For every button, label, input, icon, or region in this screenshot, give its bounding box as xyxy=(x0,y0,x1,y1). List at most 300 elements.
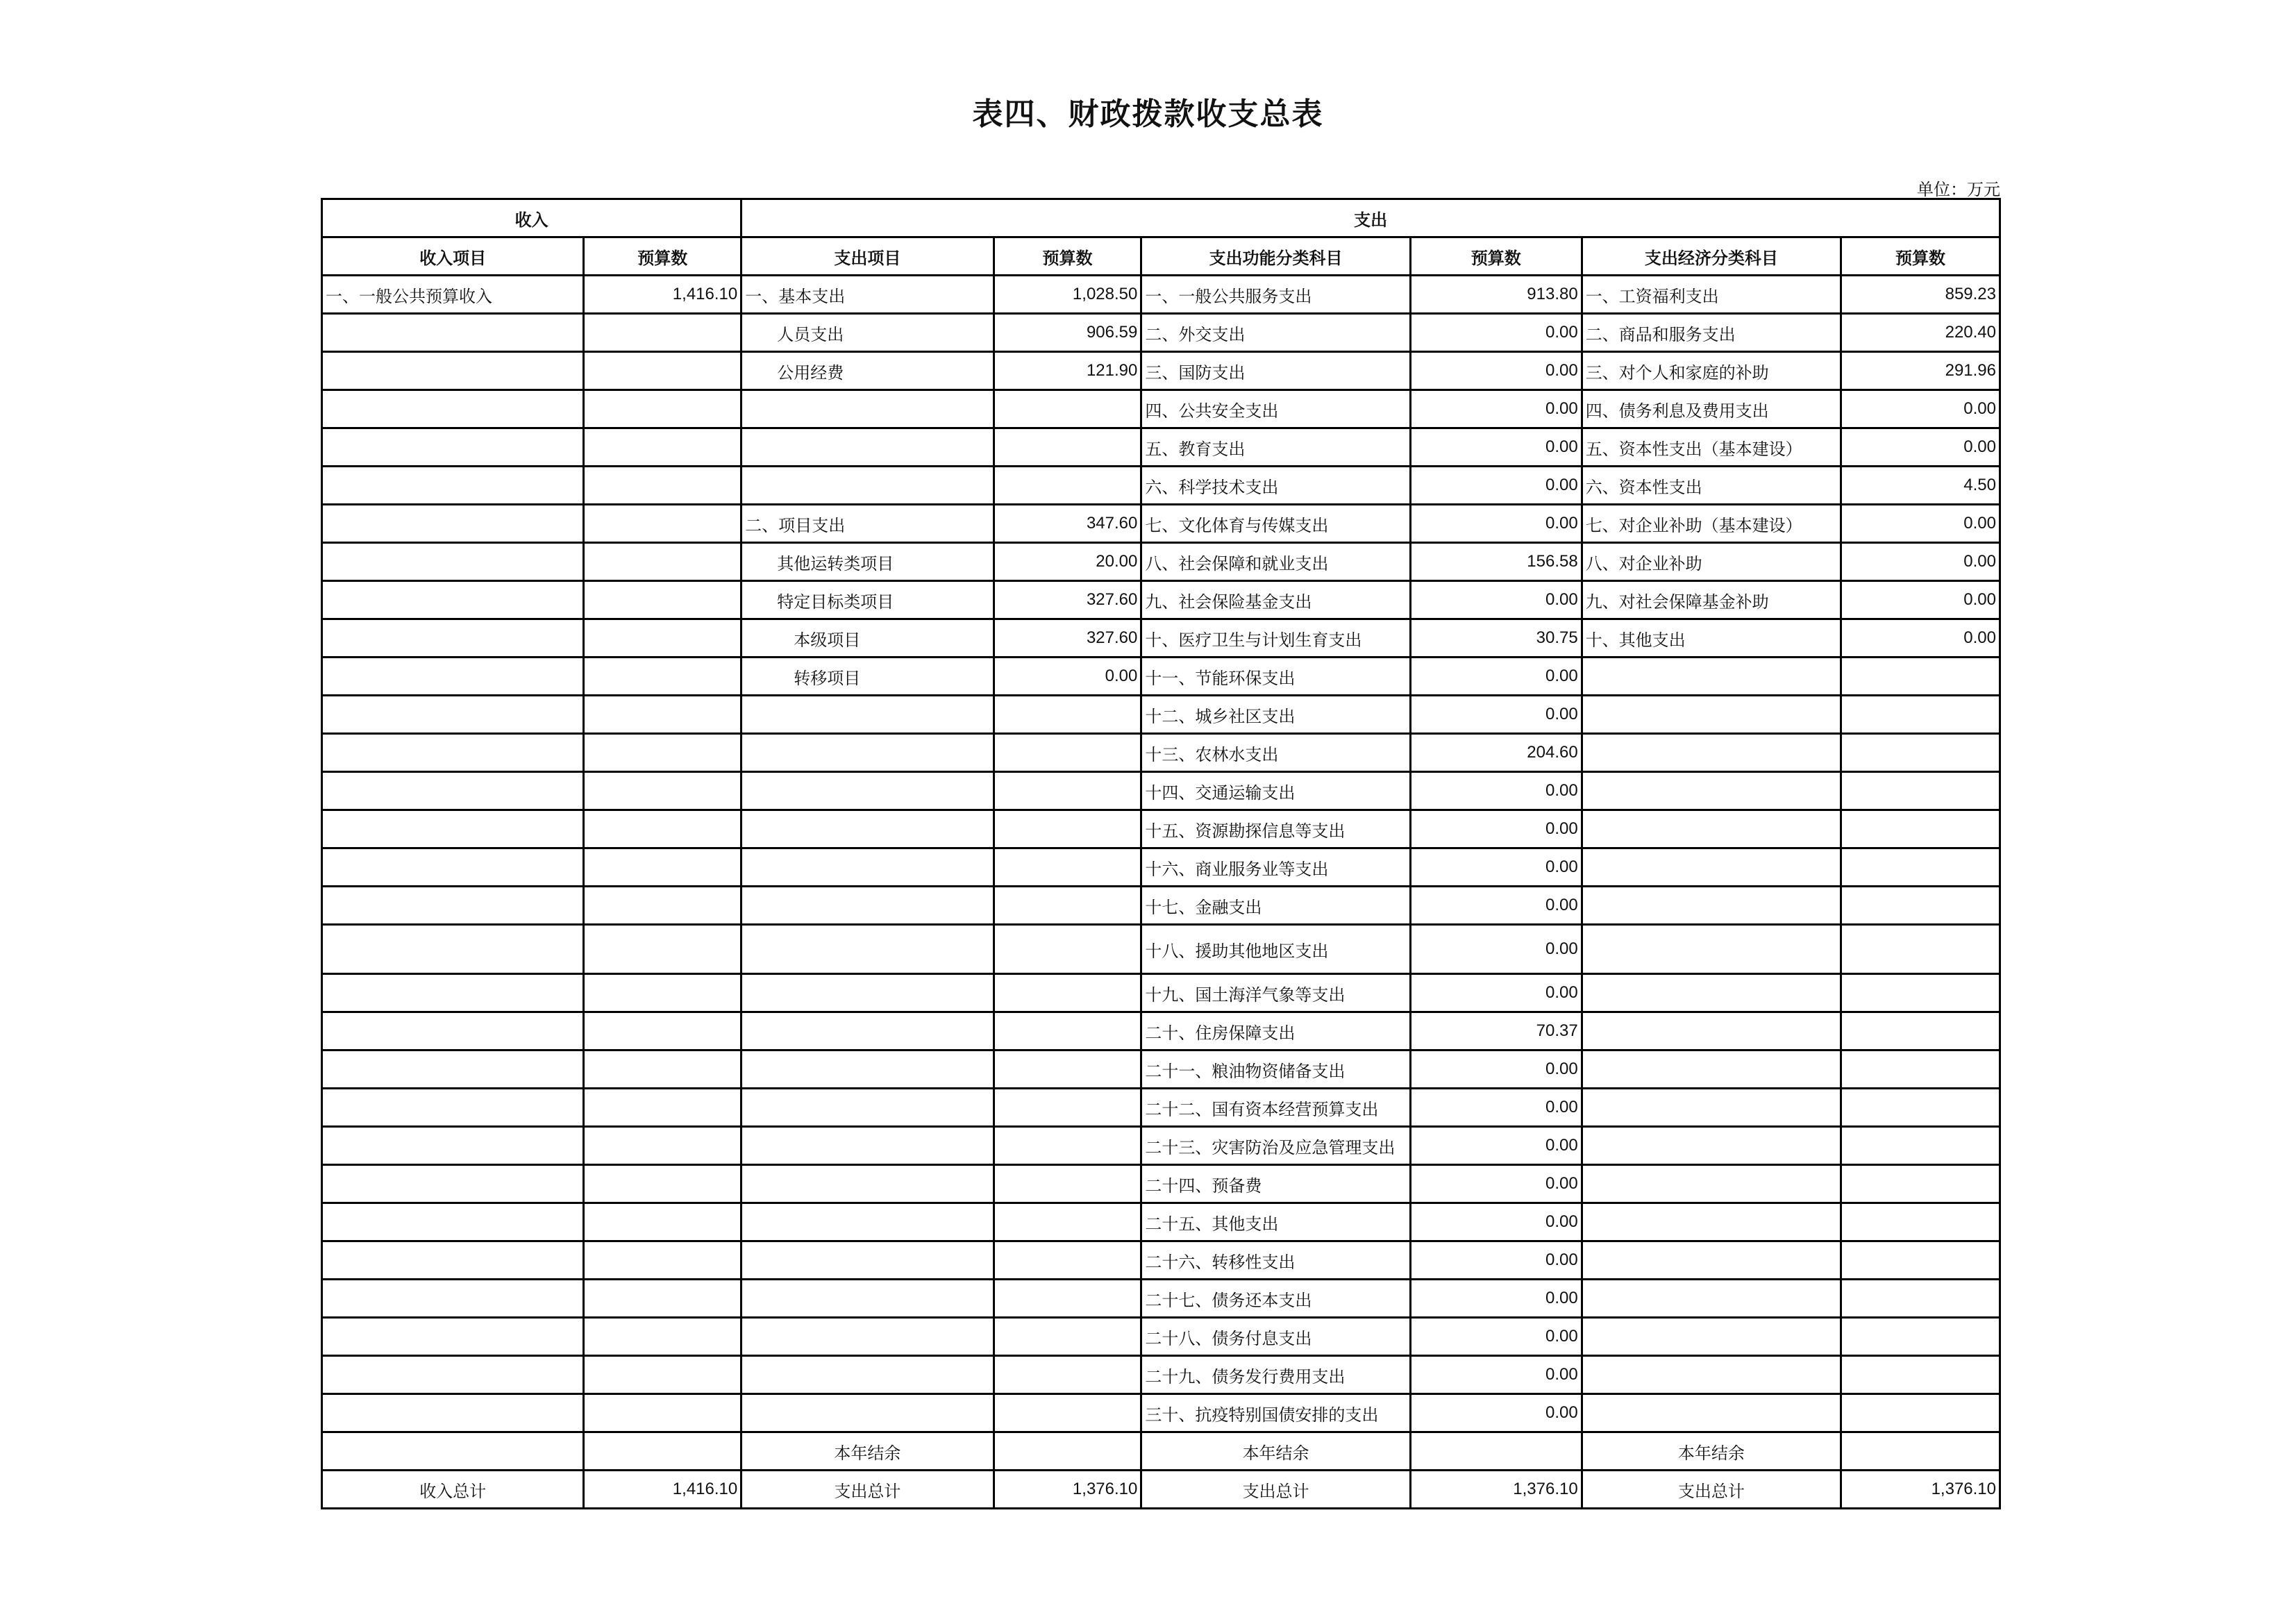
econ-item: 五、资本性支出（基本建设） xyxy=(1582,428,1841,467)
expense-budget xyxy=(994,467,1141,505)
income-budget xyxy=(584,925,741,974)
func-budget: 0.00 xyxy=(1410,1356,1582,1394)
income-budget xyxy=(584,1394,741,1432)
func-item: 十九、国土海洋气象等支出 xyxy=(1141,974,1410,1012)
expense-item xyxy=(741,772,994,810)
func-item: 二十二、国有资本经营预算支出 xyxy=(1141,1089,1410,1127)
func-item: 二十一、粮油物资储备支出 xyxy=(1141,1050,1410,1089)
balance-cell xyxy=(994,1432,1141,1471)
table-row xyxy=(322,619,2000,658)
table-row xyxy=(322,848,2000,887)
balance-cell xyxy=(322,1432,584,1471)
expense-budget xyxy=(994,1203,1141,1241)
func-budget: 30.75 xyxy=(1410,619,1582,658)
econ-item xyxy=(1582,1203,1841,1241)
expense-budget xyxy=(994,1241,1141,1280)
income-item xyxy=(322,390,584,428)
func-budget: 70.37 xyxy=(1410,1012,1582,1050)
income-budget xyxy=(584,1012,741,1050)
func-budget: 0.00 xyxy=(1410,428,1582,467)
income-budget xyxy=(584,974,741,1012)
econ-item xyxy=(1582,1050,1841,1089)
income-item xyxy=(322,1127,584,1165)
income-budget xyxy=(584,1089,741,1127)
balance-cell xyxy=(1841,1432,2000,1471)
income-item: 一、一般公共预算收入 xyxy=(322,276,584,314)
econ-budget xyxy=(1841,1318,2000,1356)
econ-item xyxy=(1582,925,1841,974)
func-item: 五、教育支出 xyxy=(1141,428,1410,467)
econ-budget xyxy=(1841,1012,2000,1050)
expense-budget xyxy=(994,772,1141,810)
balance-cell xyxy=(584,1432,741,1471)
income-budget xyxy=(584,428,741,467)
func-budget: 0.00 xyxy=(1410,467,1582,505)
func-budget: 0.00 xyxy=(1410,848,1582,887)
income-budget xyxy=(584,314,741,352)
expense-item xyxy=(741,467,994,505)
income-budget xyxy=(584,696,741,734)
income-budget xyxy=(584,352,741,390)
expense-budget xyxy=(994,1089,1141,1127)
expense-item xyxy=(741,1203,994,1241)
expense-item xyxy=(741,1241,994,1280)
income-budget xyxy=(584,505,741,543)
header-income: 收入 xyxy=(322,199,741,237)
expense-budget xyxy=(994,810,1141,848)
econ-budget xyxy=(1841,1241,2000,1280)
func-item: 一、一般公共服务支出 xyxy=(1141,276,1410,314)
income-item xyxy=(322,543,584,581)
income-budget xyxy=(584,848,741,887)
func-budget: 0.00 xyxy=(1410,1241,1582,1280)
expense-budget xyxy=(994,428,1141,467)
expense-item xyxy=(741,1280,994,1318)
expense-item xyxy=(741,1127,994,1165)
income-item xyxy=(322,1280,584,1318)
income-item xyxy=(322,925,584,974)
expense-budget: 327.60 xyxy=(994,581,1141,619)
table-row xyxy=(322,428,2000,467)
econ-budget xyxy=(1841,1089,2000,1127)
econ-item: 十、其他支出 xyxy=(1582,619,1841,658)
econ-item xyxy=(1582,848,1841,887)
header-func-item: 支出功能分类科目 xyxy=(1141,237,1410,276)
income-budget xyxy=(584,658,741,696)
table-row xyxy=(322,696,2000,734)
func-item: 三十、抗疫特别国债安排的支出 xyxy=(1141,1394,1410,1432)
expense-item xyxy=(741,1089,994,1127)
table-row xyxy=(322,1127,2000,1165)
header-income-item: 收入项目 xyxy=(322,237,584,276)
func-budget: 0.00 xyxy=(1410,1127,1582,1165)
income-item xyxy=(322,1089,584,1127)
econ-item: 七、对企业补助（基本建设） xyxy=(1582,505,1841,543)
func-item: 十五、资源勘探信息等支出 xyxy=(1141,810,1410,848)
income-item xyxy=(322,467,584,505)
func-item: 二十八、债务付息支出 xyxy=(1141,1318,1410,1356)
expense-budget xyxy=(994,1280,1141,1318)
func-item: 二十七、债务还本支出 xyxy=(1141,1280,1410,1318)
income-item xyxy=(322,1012,584,1050)
func-item: 二十五、其他支出 xyxy=(1141,1203,1410,1241)
expense-budget xyxy=(994,1165,1141,1203)
income-item xyxy=(322,314,584,352)
func-budget: 913.80 xyxy=(1410,276,1582,314)
header-budget: 预算数 xyxy=(584,237,741,276)
func-budget: 0.00 xyxy=(1410,505,1582,543)
header-expense: 支出 xyxy=(741,199,2000,237)
func-total-label: 支出总计 xyxy=(1141,1471,1410,1509)
balance-label: 本年结余 xyxy=(741,1432,994,1471)
expense-item xyxy=(741,1318,994,1356)
expense-item: 其他运转类项目 xyxy=(741,543,994,581)
econ-item: 一、工资福利支出 xyxy=(1582,276,1841,314)
expense-budget xyxy=(994,1127,1141,1165)
income-budget xyxy=(584,1241,741,1280)
func-budget: 0.00 xyxy=(1410,1394,1582,1432)
expense-item xyxy=(741,1165,994,1203)
expense-budget xyxy=(994,734,1141,772)
expense-total-value: 1,376.10 xyxy=(994,1471,1141,1509)
table-row xyxy=(322,390,2000,428)
income-item xyxy=(322,428,584,467)
econ-total-label: 支出总计 xyxy=(1582,1471,1841,1509)
table-row xyxy=(322,925,2000,974)
table-row xyxy=(322,658,2000,696)
expense-budget xyxy=(994,925,1141,974)
income-budget xyxy=(584,619,741,658)
econ-item xyxy=(1582,658,1841,696)
econ-budget: 859.23 xyxy=(1841,276,2000,314)
econ-budget xyxy=(1841,848,2000,887)
income-budget xyxy=(584,390,741,428)
income-item xyxy=(322,619,584,658)
expense-item xyxy=(741,1394,994,1432)
econ-budget xyxy=(1841,974,2000,1012)
econ-item: 九、对社会保障基金补助 xyxy=(1582,581,1841,619)
table-row xyxy=(322,734,2000,772)
table-row xyxy=(322,543,2000,581)
func-budget: 0.00 xyxy=(1410,1165,1582,1203)
func-item: 十七、金融支出 xyxy=(1141,887,1410,925)
expense-budget xyxy=(994,887,1141,925)
econ-budget xyxy=(1841,1203,2000,1241)
table-row xyxy=(322,581,2000,619)
func-budget: 0.00 xyxy=(1410,1089,1582,1127)
func-budget: 0.00 xyxy=(1410,772,1582,810)
table-row xyxy=(322,1050,2000,1089)
budget-table xyxy=(321,198,2001,1509)
expense-budget: 121.90 xyxy=(994,352,1141,390)
econ-item: 三、对个人和家庭的补助 xyxy=(1582,352,1841,390)
income-item xyxy=(322,810,584,848)
func-item: 二十三、灾害防治及应急管理支出 xyxy=(1141,1127,1410,1165)
func-budget: 0.00 xyxy=(1410,810,1582,848)
func-budget: 156.58 xyxy=(1410,543,1582,581)
table-row xyxy=(322,352,2000,390)
econ-budget xyxy=(1841,925,2000,974)
expense-budget xyxy=(994,1394,1141,1432)
expense-item: 一、基本支出 xyxy=(741,276,994,314)
table-row xyxy=(322,1394,2000,1432)
func-item: 二十四、预备费 xyxy=(1141,1165,1410,1203)
func-item: 二十、住房保障支出 xyxy=(1141,1012,1410,1050)
table-row xyxy=(322,1012,2000,1050)
func-budget: 0.00 xyxy=(1410,1280,1582,1318)
expense-item xyxy=(741,810,994,848)
expense-budget xyxy=(994,1318,1141,1356)
header-budget: 预算数 xyxy=(1410,237,1582,276)
income-item xyxy=(322,696,584,734)
econ-budget: 4.50 xyxy=(1841,467,2000,505)
func-budget: 0.00 xyxy=(1410,887,1582,925)
income-item xyxy=(322,581,584,619)
income-budget: 1,416.10 xyxy=(584,276,741,314)
income-item xyxy=(322,1394,584,1432)
income-budget xyxy=(584,887,741,925)
func-total-value: 1,376.10 xyxy=(1410,1471,1582,1509)
econ-budget: 0.00 xyxy=(1841,428,2000,467)
table-row xyxy=(322,1280,2000,1318)
econ-budget xyxy=(1841,734,2000,772)
econ-budget xyxy=(1841,1050,2000,1089)
income-item xyxy=(322,1241,584,1280)
table-row xyxy=(322,314,2000,352)
income-budget xyxy=(584,810,741,848)
income-budget xyxy=(584,1127,741,1165)
header-budget: 预算数 xyxy=(994,237,1141,276)
econ-budget: 220.40 xyxy=(1841,314,2000,352)
func-item: 二十六、转移性支出 xyxy=(1141,1241,1410,1280)
table-row xyxy=(322,772,2000,810)
func-item: 十、医疗卫生与计划生育支出 xyxy=(1141,619,1410,658)
table-row xyxy=(322,810,2000,848)
econ-budget: 0.00 xyxy=(1841,505,2000,543)
func-item: 二、外交支出 xyxy=(1141,314,1410,352)
econ-item: 四、债务利息及费用支出 xyxy=(1582,390,1841,428)
expense-budget: 20.00 xyxy=(994,543,1141,581)
econ-total-value: 1,376.10 xyxy=(1841,1471,2000,1509)
header-econ-item: 支出经济分类科目 xyxy=(1582,237,1841,276)
econ-item xyxy=(1582,1012,1841,1050)
econ-item xyxy=(1582,1165,1841,1203)
table-row xyxy=(322,974,2000,1012)
income-item xyxy=(322,974,584,1012)
income-total-value: 1,416.10 xyxy=(584,1471,741,1509)
econ-budget xyxy=(1841,887,2000,925)
income-budget xyxy=(584,1203,741,1241)
econ-budget xyxy=(1841,810,2000,848)
income-item xyxy=(322,1050,584,1089)
income-item xyxy=(322,848,584,887)
econ-budget xyxy=(1841,1165,2000,1203)
func-budget: 0.00 xyxy=(1410,1050,1582,1089)
table-row xyxy=(322,1241,2000,1280)
econ-item xyxy=(1582,1394,1841,1432)
table-row xyxy=(322,1203,2000,1241)
econ-item xyxy=(1582,696,1841,734)
func-budget: 0.00 xyxy=(1410,974,1582,1012)
func-budget: 0.00 xyxy=(1410,390,1582,428)
econ-budget: 0.00 xyxy=(1841,390,2000,428)
econ-budget xyxy=(1841,658,2000,696)
econ-item xyxy=(1582,772,1841,810)
income-item xyxy=(322,1356,584,1394)
header-budget: 预算数 xyxy=(1841,237,2000,276)
econ-item xyxy=(1582,734,1841,772)
page-title: 表四、财政拨款收支总表 xyxy=(972,97,1324,132)
func-item: 十三、农林水支出 xyxy=(1141,734,1410,772)
econ-item xyxy=(1582,1127,1841,1165)
econ-item xyxy=(1582,1318,1841,1356)
expense-budget xyxy=(994,696,1141,734)
table-row xyxy=(322,1356,2000,1394)
income-budget xyxy=(584,1050,741,1089)
balance-label: 本年结余 xyxy=(1582,1432,1841,1471)
econ-budget xyxy=(1841,696,2000,734)
func-budget: 0.00 xyxy=(1410,1203,1582,1241)
expense-item xyxy=(741,848,994,887)
expense-item: 二、项目支出 xyxy=(741,505,994,543)
unit-label: 单位：万元 xyxy=(1917,180,2000,199)
income-total-label: 收入总计 xyxy=(322,1471,584,1509)
balance-cell xyxy=(1410,1432,1582,1471)
income-budget xyxy=(584,1165,741,1203)
income-budget xyxy=(584,543,741,581)
func-budget: 0.00 xyxy=(1410,925,1582,974)
income-budget xyxy=(584,1356,741,1394)
income-item xyxy=(322,1318,584,1356)
func-budget: 0.00 xyxy=(1410,581,1582,619)
econ-item xyxy=(1582,974,1841,1012)
balance-row xyxy=(322,1432,2000,1471)
income-budget xyxy=(584,1280,741,1318)
econ-item: 八、对企业补助 xyxy=(1582,543,1841,581)
expense-item xyxy=(741,428,994,467)
header-expense-item: 支出项目 xyxy=(741,237,994,276)
econ-budget: 0.00 xyxy=(1841,619,2000,658)
func-budget: 0.00 xyxy=(1410,658,1582,696)
income-item xyxy=(322,772,584,810)
income-budget xyxy=(584,1318,741,1356)
expense-budget xyxy=(994,974,1141,1012)
income-item xyxy=(322,352,584,390)
expense-budget xyxy=(994,848,1141,887)
table-row xyxy=(322,1089,2000,1127)
total-row xyxy=(322,1471,2000,1509)
expense-item xyxy=(741,1050,994,1089)
func-item: 十二、城乡社区支出 xyxy=(1141,696,1410,734)
table-row xyxy=(322,276,2000,314)
func-budget: 0.00 xyxy=(1410,696,1582,734)
func-budget: 0.00 xyxy=(1410,314,1582,352)
func-budget: 0.00 xyxy=(1410,1318,1582,1356)
table-row xyxy=(322,467,2000,505)
expense-budget xyxy=(994,1050,1141,1089)
expense-item xyxy=(741,1012,994,1050)
expense-item xyxy=(741,974,994,1012)
econ-item xyxy=(1582,1280,1841,1318)
expense-item xyxy=(741,734,994,772)
expense-total-label: 支出总计 xyxy=(741,1471,994,1509)
econ-item xyxy=(1582,1241,1841,1280)
econ-budget: 0.00 xyxy=(1841,543,2000,581)
func-budget: 0.00 xyxy=(1410,352,1582,390)
expense-item: 转移项目 xyxy=(741,658,994,696)
expense-budget: 1,028.50 xyxy=(994,276,1141,314)
econ-budget: 0.00 xyxy=(1841,581,2000,619)
econ-item xyxy=(1582,887,1841,925)
func-item: 十四、交通运输支出 xyxy=(1141,772,1410,810)
expense-budget xyxy=(994,1356,1141,1394)
econ-budget xyxy=(1841,1127,2000,1165)
table-row xyxy=(322,887,2000,925)
expense-item: 人员支出 xyxy=(741,314,994,352)
func-item: 八、社会保障和就业支出 xyxy=(1141,543,1410,581)
income-item xyxy=(322,1203,584,1241)
func-item: 十一、节能环保支出 xyxy=(1141,658,1410,696)
income-item xyxy=(322,734,584,772)
expense-budget: 0.00 xyxy=(994,658,1141,696)
func-budget: 204.60 xyxy=(1410,734,1582,772)
expense-item xyxy=(741,1356,994,1394)
econ-item: 六、资本性支出 xyxy=(1582,467,1841,505)
econ-budget xyxy=(1841,1394,2000,1432)
expense-item: 公用经费 xyxy=(741,352,994,390)
income-budget xyxy=(584,467,741,505)
table-row xyxy=(322,1165,2000,1203)
econ-budget xyxy=(1841,1356,2000,1394)
expense-item: 特定目标类项目 xyxy=(741,581,994,619)
expense-item xyxy=(741,390,994,428)
income-budget xyxy=(584,772,741,810)
balance-label: 本年结余 xyxy=(1141,1432,1410,1471)
econ-item: 二、商品和服务支出 xyxy=(1582,314,1841,352)
expense-budget xyxy=(994,1012,1141,1050)
func-item: 九、社会保险基金支出 xyxy=(1141,581,1410,619)
func-item: 十八、援助其他地区支出 xyxy=(1141,925,1410,974)
econ-budget xyxy=(1841,1280,2000,1318)
expense-budget: 327.60 xyxy=(994,619,1141,658)
func-item: 七、文化体育与传媒支出 xyxy=(1141,505,1410,543)
func-item: 三、国防支出 xyxy=(1141,352,1410,390)
econ-item xyxy=(1582,1089,1841,1127)
expense-item xyxy=(741,925,994,974)
table-row xyxy=(322,505,2000,543)
econ-item xyxy=(1582,810,1841,848)
table-row xyxy=(322,1318,2000,1356)
expense-budget xyxy=(994,390,1141,428)
func-item: 十六、商业服务业等支出 xyxy=(1141,848,1410,887)
econ-budget xyxy=(1841,772,2000,810)
expense-item xyxy=(741,887,994,925)
expense-item xyxy=(741,696,994,734)
func-item: 六、科学技术支出 xyxy=(1141,467,1410,505)
func-item: 二十九、债务发行费用支出 xyxy=(1141,1356,1410,1394)
income-budget xyxy=(584,581,741,619)
income-item xyxy=(322,1165,584,1203)
expense-item: 本级项目 xyxy=(741,619,994,658)
expense-budget: 347.60 xyxy=(994,505,1141,543)
econ-item xyxy=(1582,1356,1841,1394)
func-item: 四、公共安全支出 xyxy=(1141,390,1410,428)
expense-budget: 906.59 xyxy=(994,314,1141,352)
econ-budget: 291.96 xyxy=(1841,352,2000,390)
income-budget xyxy=(584,734,741,772)
income-item xyxy=(322,658,584,696)
income-item xyxy=(322,505,584,543)
